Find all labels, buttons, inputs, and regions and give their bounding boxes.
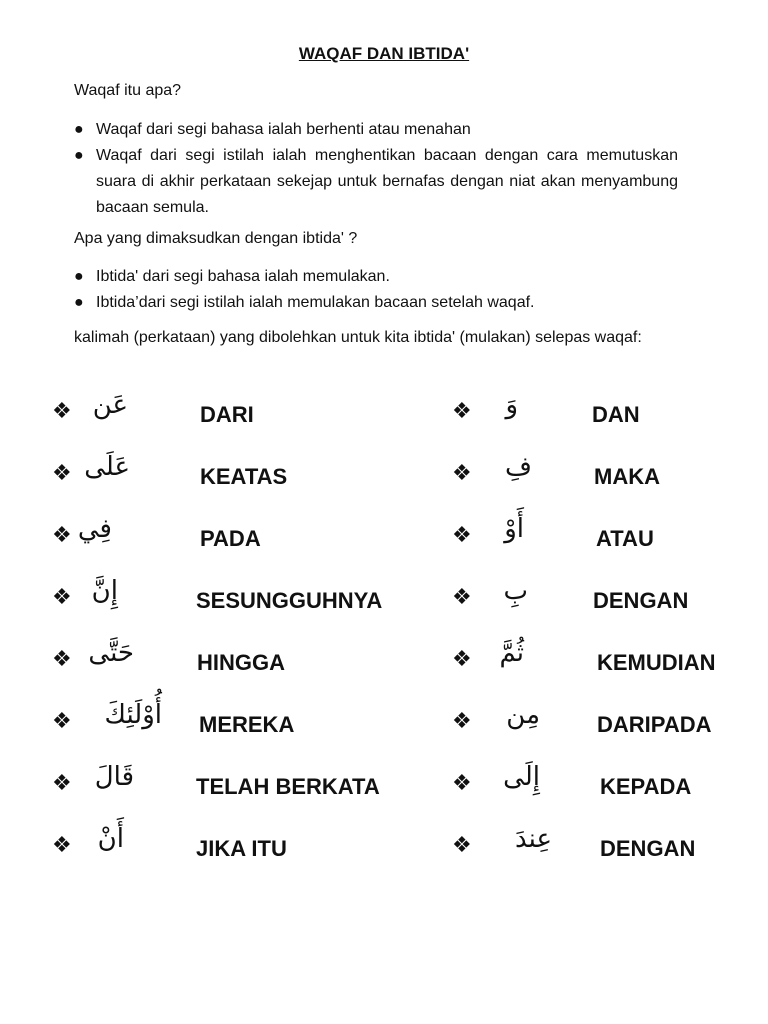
word-meaning: DENGAN bbox=[593, 588, 689, 613]
word-row bbox=[0, 512, 768, 572]
word-meaning: DARIPADA bbox=[597, 712, 712, 737]
word-row bbox=[0, 822, 768, 882]
arabic-word: إِنَّ bbox=[91, 576, 118, 606]
word-list-intro: kalimah (perkataan) yang dibolehkan untuk kita ibtida' (mulakan) selepas waqaf: bbox=[74, 329, 642, 346]
diamond-bullet-icon: ❖ bbox=[452, 646, 472, 671]
diamond-bullet-icon: ❖ bbox=[52, 646, 72, 671]
word-meaning: MAKA bbox=[594, 464, 660, 489]
word-row bbox=[0, 636, 768, 696]
bullet-icon: ● bbox=[74, 147, 84, 164]
diamond-bullet-icon: ❖ bbox=[452, 460, 472, 485]
word-meaning: KEATAS bbox=[200, 464, 288, 489]
diamond-bullet-icon: ❖ bbox=[52, 522, 72, 547]
arabic-word: عِندَ bbox=[514, 824, 552, 854]
diamond-bullet-icon: ❖ bbox=[452, 522, 472, 547]
word-meaning: MEREKA bbox=[199, 712, 295, 737]
arabic-word: أَنْ bbox=[97, 824, 124, 854]
word-meaning: DENGAN bbox=[600, 836, 696, 861]
diamond-bullet-icon: ❖ bbox=[52, 398, 72, 423]
arabic-word: وَ bbox=[505, 390, 518, 420]
arabic-word: بِ bbox=[503, 576, 528, 606]
arabic-word: عَلَى bbox=[84, 452, 130, 482]
page-title: WAQAF DAN IBTIDA' bbox=[298, 44, 470, 63]
arabic-word: مِن bbox=[506, 700, 540, 730]
word-meaning: HINGGA bbox=[197, 650, 285, 675]
list-item bbox=[74, 117, 678, 143]
waqaf-definition-list bbox=[74, 117, 678, 221]
ibtida-definition-list bbox=[74, 264, 678, 316]
arabic-word: قَالَ bbox=[94, 762, 134, 792]
diamond-bullet-icon: ❖ bbox=[52, 708, 72, 733]
arabic-word: عَن bbox=[92, 390, 128, 420]
word-row bbox=[0, 698, 768, 758]
word-meaning: TELAH BERKATA bbox=[196, 774, 380, 799]
question-ibtida: Apa yang dimaksudkan dengan ibtida' ? bbox=[74, 230, 358, 247]
definition-text: Ibtida' dari segi bahasa ialah memulakan. bbox=[96, 268, 390, 285]
word-meaning: JIKA ITU bbox=[196, 836, 287, 861]
diamond-bullet-icon: ❖ bbox=[452, 708, 472, 733]
diamond-bullet-icon: ❖ bbox=[452, 398, 472, 423]
arabic-word: ثُمَّ bbox=[499, 638, 524, 668]
list-item bbox=[74, 264, 678, 290]
diamond-bullet-icon: ❖ bbox=[452, 832, 472, 857]
list-item bbox=[74, 290, 678, 316]
definition-text: Ibtida’dari segi istilah ialah memulakan bacaan setelah waqaf. bbox=[96, 294, 535, 311]
diamond-bullet-icon: ❖ bbox=[452, 584, 472, 609]
word-row bbox=[0, 574, 768, 634]
word-row bbox=[0, 450, 768, 510]
bullet-icon: ● bbox=[74, 294, 84, 311]
definition-text: Waqaf dari segi istilah ialah menghentikan bacaan dengan cara memutuskan suara di akhir perkataan sekejap untuk bernafas dengan niat akan menyambung bacaan semula. bbox=[96, 147, 678, 216]
word-meaning: PADA bbox=[200, 526, 261, 551]
diamond-bullet-icon: ❖ bbox=[52, 460, 72, 485]
definition-text: Waqaf dari segi bahasa ialah berhenti atau menahan bbox=[96, 121, 471, 138]
arabic-word: أُوْلَئِكَ bbox=[104, 700, 162, 730]
word-meaning: SESUNGGUHNYA bbox=[196, 588, 383, 613]
word-meaning: KEMUDIAN bbox=[597, 650, 716, 675]
arabic-word: حَتَّى bbox=[88, 638, 134, 668]
word-row bbox=[0, 760, 768, 820]
bullet-icon: ● bbox=[74, 268, 84, 285]
question-waqaf: Waqaf itu apa? bbox=[74, 82, 182, 99]
word-meaning: ATAU bbox=[596, 526, 654, 551]
arabic-word: إِلَى bbox=[503, 762, 540, 792]
word-meaning: DAN bbox=[592, 402, 640, 427]
word-row bbox=[0, 388, 768, 448]
list-item bbox=[74, 143, 678, 221]
diamond-bullet-icon: ❖ bbox=[52, 770, 72, 795]
diamond-bullet-icon: ❖ bbox=[52, 832, 72, 857]
diamond-bullet-icon: ❖ bbox=[452, 770, 472, 795]
arabic-word: فِ bbox=[505, 452, 532, 482]
word-meaning: DARI bbox=[200, 402, 254, 427]
arabic-word: أَوْ bbox=[504, 514, 524, 544]
arabic-word: فِي bbox=[77, 514, 112, 544]
bullet-icon: ● bbox=[74, 121, 84, 138]
diamond-bullet-icon: ❖ bbox=[52, 584, 72, 609]
word-meaning: KEPADA bbox=[600, 774, 692, 799]
